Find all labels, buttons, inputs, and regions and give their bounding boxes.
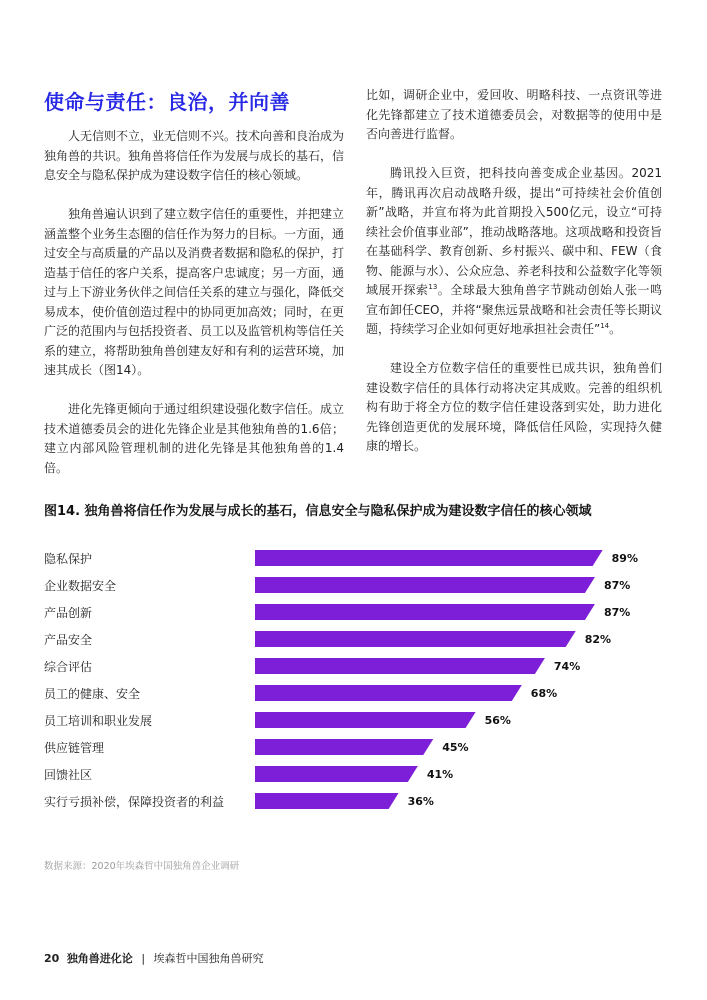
paragraph-conclusion: 建设全方位数字信任的重要性已成共识，独角兽们建设数字信任的具体行动将决定其成败。完善的组织机构有助于将全方位的数字信任建设落到实处，助力进化先锋创造更优的发展环境，降低信任风险，实现持久健康的增长。: [366, 361, 662, 453]
bar-value-label: 56%: [484, 714, 511, 727]
paragraph-end: 。: [609, 322, 622, 336]
bar-value-label: 41%: [426, 768, 454, 781]
bar-value-label: 74%: [553, 660, 581, 673]
paragraph-digital-trust: 独角兽遍认识到了建立数字信任的重要性，并把建立涵盖整个业务生态圈的信任作为努力的目标。一方面，通过安全与高质量的产品以及消费者数据和隐私的保护，打造基于信任的客户关系，提高客户忠诚度；另一方面，通过与上下游业务伙伴之间信任关系的建立与强化，降低交易成本，使价值创造过程中的协同更加高效；同时，在更广泛的范围内与包括投资者、员工以及监管机构等信任关系的建立，将帮助独角兽创建友好和有利的运营环境，加速其成长（图14）。: [44, 207, 345, 377]
paragraph-ethics-committee: 比如，调研企业中，爱回收、明略科技、一点资讯等进化先锋都建立了技术道德委员会，对数据等的使用中是否向善进行监督。: [366, 88, 662, 141]
bar: [255, 685, 522, 701]
bar: [255, 766, 418, 782]
bar-category-label: 产品创新: [44, 606, 93, 620]
bar-category-label: 产品安全: [44, 633, 93, 647]
figure-title: 图14. 独角兽将信任作为发展与成长的基石，信息安全与隐私保护成为建设数字信任的核心领域: [44, 504, 592, 519]
footnote-ref-14[interactable]: 14: [600, 322, 610, 330]
paragraph-intro: 人无信则不立，业无信则不兴。技术向善和良治成为独角兽的共识。独角兽将信任作为发展与成长的基石，信息安全与隐私保护成为建设数字信任的核心领域。: [44, 129, 345, 182]
bar: [255, 739, 433, 755]
bar: [255, 793, 399, 809]
bar-category-label: 隐私保护: [44, 552, 93, 566]
bar-category-label: 员工培训和职业发展: [44, 714, 153, 728]
bar-chart: [0, 540, 707, 840]
bar-category-label: 供应链管理: [44, 741, 105, 755]
bar-value-label: 36%: [407, 795, 434, 808]
paragraph-pioneers: 进化先锋更倾向于通过组织建设强化数字信任。成立技术道德委员会的进化先锋企业是其他独角兽的1.6倍；建立内部风险管理机制的进化先锋是其他独角兽的1.4倍。: [44, 402, 345, 475]
bar-category-label: 员工的健康、安全: [44, 687, 141, 701]
footnote-ref-13[interactable]: 13: [428, 283, 438, 291]
bar: [255, 604, 595, 620]
series-title: 独角兽进化论: [66, 952, 133, 965]
right-text-column: [366, 86, 662, 476]
bar-value-label: 82%: [584, 633, 612, 646]
bar-value-label: 89%: [611, 552, 638, 565]
paragraph-tencent: [366, 164, 662, 340]
left-text-column: [44, 127, 344, 498]
bar-category-label: 综合评估: [44, 660, 93, 674]
page-footer: [44, 950, 264, 966]
footer-separator: |: [141, 952, 146, 965]
page-number: 20: [44, 952, 60, 965]
bar: [255, 658, 545, 674]
bytedance-text: 。全球最大独角兽字节跳动创始人张一鸣宣布卸任CEO，并将“聚焦远景战略和社会责任等长期议题，持续学习企业如何更好地承担社会责任”: [366, 283, 662, 336]
bar: [255, 712, 476, 728]
bar-value-label: 45%: [442, 741, 469, 754]
section-heading: 使命与责任：良治，并向善: [44, 90, 290, 114]
bar-category-label: 实行亏损补偿，保障投资者的利益: [44, 795, 225, 809]
bar-category-label: 企业数据安全: [44, 579, 117, 593]
bar-value-label: 87%: [603, 579, 631, 592]
bar: [255, 631, 576, 647]
bar-value-label: 68%: [530, 687, 558, 700]
bar-value-label: 87%: [603, 606, 631, 619]
bar-category-label: 回馈社区: [44, 768, 93, 782]
data-source-note: 数据来源：2020年埃森哲中国独角兽企业调研: [44, 861, 240, 872]
tencent-text: 腾讯投入巨资，把科技向善变成企业基因。2021年，腾讯再次启动战略升级，提出“可持续社会价值创新”战略，并宣布将为此首期投入500亿元，设立“可持续社会价值事业部”，推动战略落地。这项战略和投资旨在基础科学、教育创新、乡村振兴、碳中和、FEW（食物、能源与水）、公众应急、养老科技和公益数字化等领域展开探索: [366, 166, 662, 297]
bar: [255, 550, 603, 566]
bar: [255, 577, 595, 593]
footer-subtitle: 埃森哲中国独角兽研究: [153, 952, 264, 965]
